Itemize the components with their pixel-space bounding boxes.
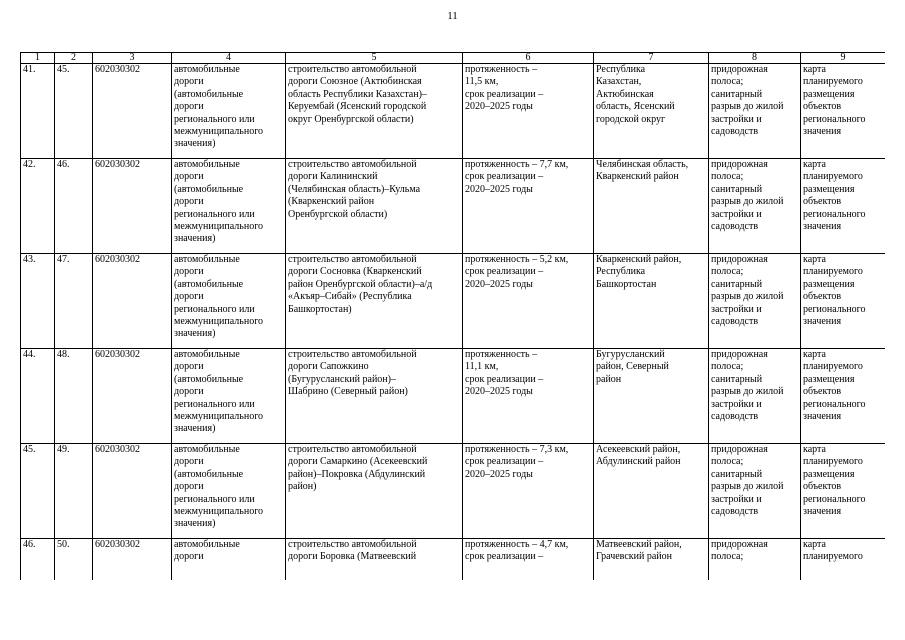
cell-location: Бугурусланский район, Северный район: [594, 349, 709, 444]
cell-map-reference: карта планируемого размещения объектов регионального значения: [801, 444, 886, 539]
cell-zone: придорожная полоса; санитарный разрыв до жилой застройки и садоводств: [709, 64, 801, 159]
cell-location: Матвеевский район, Грачевский район: [594, 539, 709, 581]
cell-map-reference: карта планируемого размещения объектов регионального значения: [801, 349, 886, 444]
cell-characteristics: протяженность – 7,3 км, срок реализации – 2020–2025 годы: [463, 444, 594, 539]
cell-code: 602030302: [93, 539, 172, 581]
cell-characteristics: протяженность – 11,1 км, срок реализации – 2020–2025 годы: [463, 349, 594, 444]
cell-object-type: автомобильные дороги (автомобильные дороги регионального или межмуниципального значения): [172, 159, 286, 254]
cell-zone: придорожная полоса; санитарный разрыв до жилой застройки и садоводств: [709, 349, 801, 444]
cell-description: строительство автомобильной дороги Боровка (Матвеевский: [286, 539, 463, 581]
column-number: 2: [55, 53, 93, 64]
cell-characteristics: протяженность – 4,7 км, срок реализации –: [463, 539, 594, 581]
cell-description: строительство автомобильной дороги Сапожкино (Бугурусланский район)– Шабрино (Северный район): [286, 349, 463, 444]
cell-map-reference: карта планируемого размещения объектов регионального значения: [801, 254, 886, 349]
cell-code: 602030302: [93, 254, 172, 349]
cell-object-type: автомобильные дороги (автомобильные дороги регионального или межмуниципального значения): [172, 64, 286, 159]
cell-map-reference: карта планируемого размещения объектов регионального значения: [801, 64, 886, 159]
cell-object-number: 50.: [55, 539, 93, 581]
cell-object-type: автомобильные дороги (автомобильные дороги регионального или межмуниципального значения): [172, 254, 286, 349]
cell-seq-number: 41.: [21, 64, 55, 159]
cell-zone: придорожная полоса;: [709, 539, 801, 581]
document-table: [20, 52, 885, 580]
column-number: 9: [801, 53, 886, 64]
page-number: 11: [447, 10, 458, 22]
cell-characteristics: протяженность – 7,7 км, срок реализации – 2020–2025 годы: [463, 159, 594, 254]
cell-object-number: 45.: [55, 64, 93, 159]
cell-seq-number: 42.: [21, 159, 55, 254]
cell-map-reference: карта планируемого размещения объектов регионального значения: [801, 159, 886, 254]
cell-code: 602030302: [93, 444, 172, 539]
cell-characteristics: протяженность – 5,2 км, срок реализации – 2020–2025 годы: [463, 254, 594, 349]
cell-seq-number: 44.: [21, 349, 55, 444]
cell-location: Челябинская область, Кваркенский район: [594, 159, 709, 254]
cell-description: строительство автомобильной дороги Калининский (Челябинская область)–Кульма (Кваркенский район Оренбургской области): [286, 159, 463, 254]
column-number-row: [21, 53, 886, 64]
cell-code: 602030302: [93, 349, 172, 444]
cell-location: Асекеевский район, Абдулинский район: [594, 444, 709, 539]
cell-characteristics: протяженность – 11,5 км, срок реализации – 2020–2025 годы: [463, 64, 594, 159]
cell-map-reference: карта планируемого: [801, 539, 886, 581]
table-row: [21, 539, 886, 581]
table-row: [21, 254, 886, 349]
table-row: [21, 349, 886, 444]
cell-object-type: автомобильные дороги (автомобильные дороги регионального или межмуниципального значения): [172, 444, 286, 539]
table-row: [21, 444, 886, 539]
cell-seq-number: 46.: [21, 539, 55, 581]
cell-seq-number: 43.: [21, 254, 55, 349]
cell-zone: придорожная полоса; санитарный разрыв до жилой застройки и садоводств: [709, 254, 801, 349]
cell-location: Кваркенский район, Республика Башкортостан: [594, 254, 709, 349]
column-number: 4: [172, 53, 286, 64]
column-number: 7: [594, 53, 709, 64]
table-row: [21, 159, 886, 254]
cell-zone: придорожная полоса; санитарный разрыв до жилой застройки и садоводств: [709, 159, 801, 254]
column-number: 5: [286, 53, 463, 64]
column-number: 6: [463, 53, 594, 64]
document-table-container: [20, 52, 885, 580]
column-number: 3: [93, 53, 172, 64]
cell-object-type: автомобильные дороги: [172, 539, 286, 581]
column-number: 8: [709, 53, 801, 64]
cell-location: Республика Казахстан, Актюбинская область, Ясенский городской округ: [594, 64, 709, 159]
cell-code: 602030302: [93, 64, 172, 159]
cell-seq-number: 45.: [21, 444, 55, 539]
cell-description: строительство автомобильной дороги Союзное (Актюбинская область Республики Казахстан)– Керуембай (Ясенский городской округ Оренбургской области): [286, 64, 463, 159]
cell-object-number: 46.: [55, 159, 93, 254]
column-number: 1: [21, 53, 55, 64]
cell-description: строительство автомобильной дороги Самаркино (Асекеевский район)–Покровка (Абдулинский район): [286, 444, 463, 539]
cell-description: строительство автомобильной дороги Сосновка (Кваркенский район Оренбургской области)–а/д «Акъяр–Сибай» (Республика Башкортостан): [286, 254, 463, 349]
table-row: [21, 64, 886, 159]
cell-zone: придорожная полоса; санитарный разрыв до жилой застройки и садоводств: [709, 444, 801, 539]
cell-object-type: автомобильные дороги (автомобильные дороги регионального или межмуниципального значения): [172, 349, 286, 444]
cell-object-number: 47.: [55, 254, 93, 349]
cell-object-number: 48.: [55, 349, 93, 444]
cell-code: 602030302: [93, 159, 172, 254]
cell-object-number: 49.: [55, 444, 93, 539]
